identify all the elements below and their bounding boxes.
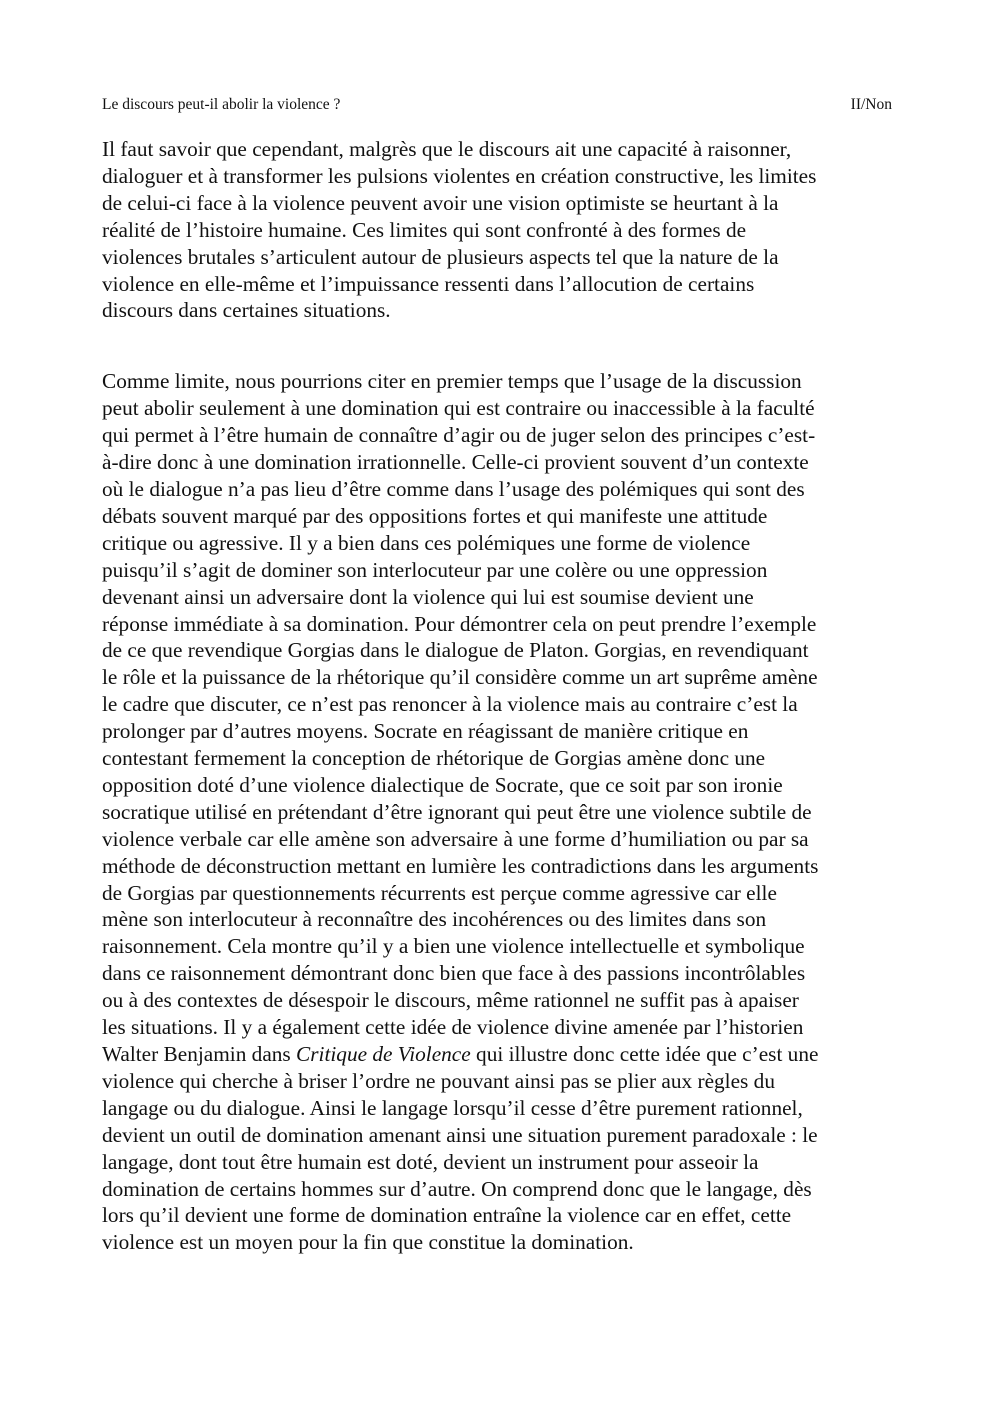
paragraph-argument-text: Comme limite, nous pourrions citer en premier temps que l’usage de la discussion peut abolir seulement à une domination qui est contraire ou inaccessible à la faculté qui permet à l’être humain de connaître d’agir ou de juger selon des principes c’est- à-dire donc à une domination irrationnelle. Celle-ci provient souvent d’un contexte où le dialogue n’a pas lieu d’être comme dans l’usage des polémiques qui sont des débats souvent marqué par des oppositions fortes et qui manifeste une attitude critique ou agressive. Il y a bien dans ces polémiques une forme de violence puisqu’il s’agit de dominer son interlocuteur par une colère ou une oppression devenant ainsi un adversaire dont la violence qui lui est soumise devient une réponse immédiate à sa domination. Pour démontrer cela on peut prendre l’exemple de ce que revendique Gorgias dans le dialogue de Platon. Gorgias, en revendiquant le rôle et la puissance de la rhétorique qu’il considère comme un art suprême amène le cadre que discuter, ce n’est pas renoncer à la violence mais au contraire c’est la prolonger par d’autres moyens. Socrate en réagissant de manière critique en contestant fermement la conception de rhétorique de Gorgias amène donc une opposition doté d’une violence dialectique de Socrate, que ce soit par son ironie socratique utilisé en prétendant d’être ignorant qui peut être une violence subtile de violence verbale car elle amène son adversaire à une forme d’humiliation ou par sa méthode de déconstruction mettant en lumière les contradictions dans les arguments de Gorgias par questionnements récurrents est perçue comme agressive car elle mène son interlocuteur à reconnaître des incohérences ou des limites dans son raisonnement. Cela montre qu’il y a bien une violence intellectuelle et symbolique dans ce raisonnement démontrant donc bien que face à des passions incontrôlables ou à des contextes de désespoir le discours, même rationnel ne suffit pas à apaiser les situations. Il y a également cette idée de violence divine amenée par l’historien Walter Benjamin dans xyxy=(102,369,819,1066)
paragraph-argument xyxy=(102,368,892,1256)
paragraph-argument-tail: qui illustre donc cette idée que c’est une violence qui cherche à briser l’ordre ne pouvant ainsi pas se plier aux règles du langage ou du dialogue. Ainsi le langage lorsqu’il cesse d’être purement rationnel, devient un outil de domination amenant ainsi une situation purement paradoxale : le langage, dont tout être humain est doté, devient un instrument pour asseoir la domination de certains hommes sur d’autre. On comprend donc que le langage, dès lors qu’il devient une forme de domination entraîne la violence car en effet, cette violence est un moyen pour la fin que constitue la domination. xyxy=(102,1042,819,1255)
book-title: Critique de Violence xyxy=(296,1042,471,1066)
paragraph-intro: Il faut savoir que cependant, malgrès que le discours ait une capacité à raisonner, dialoguer et à transformer les pulsions violentes en création constructive, les limites de celui-ci face à la violence peuvent avoir une vision optimiste se heurtant à la réalité de l’histoire humaine. Ces limites qui sont confronté à des formes de violences brutales s’articulent autour de plusieurs aspects tel que la nature de la violence en elle-même et l’impuissance ressenti dans l’allocution de certains discours dans certaines situations. xyxy=(102,137,817,323)
document-page xyxy=(102,96,892,1256)
section-label: II/Non xyxy=(850,96,892,113)
page-header xyxy=(102,96,892,114)
document-title: Le discours peut-il abolir la violence ? xyxy=(102,96,341,113)
